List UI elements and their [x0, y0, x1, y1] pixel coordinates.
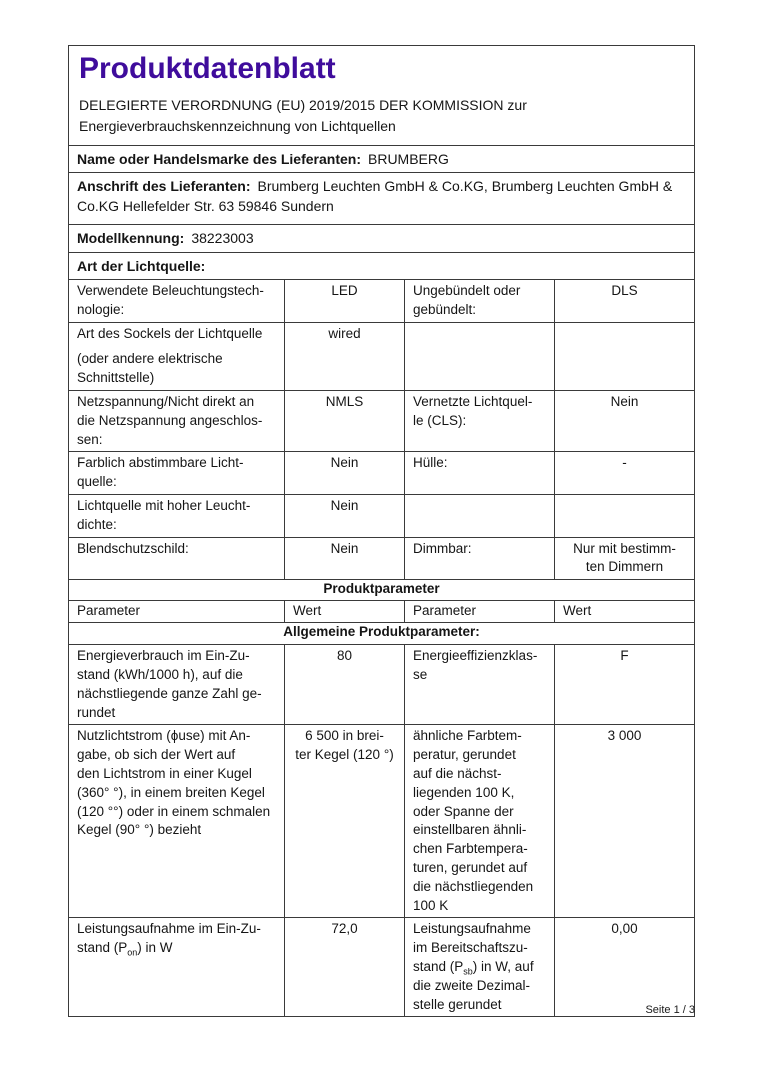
subscript-on: on	[127, 947, 138, 958]
spec-param-label: Netzspannung/Nicht direkt an die Netzspannung angeschlos- sen:	[77, 393, 263, 447]
spec-param-label: ähnliche Farbtem- peratur, gerundet auf die nächst- liegenden 100 K, oder Spanne der einstellbaren ähnli- chen Farbtempera- turen, gerundet auf die nächstliegenden 100 K	[404, 725, 554, 917]
standby-power-label-part3: die zweite Dezimal- stelle gerundet	[413, 977, 531, 1012]
spec-param-label	[404, 323, 554, 390]
spec-param-value	[554, 495, 694, 537]
spec-param-label: Hülle:	[404, 452, 554, 494]
spec-param-value: Nein	[284, 495, 404, 537]
spec-param-value: F	[554, 645, 694, 724]
light-source-section-label: Art der Lichtquelle:	[77, 258, 206, 274]
section-title-produktparameter: Produktparameter	[323, 581, 440, 597]
spec-param-label	[404, 918, 554, 1016]
light-source-section-row	[69, 252, 694, 279]
model-id-label: Modellkennung:	[77, 230, 185, 246]
spec-param-label: Vernetzte Lichtquel- le (CLS):	[404, 391, 554, 451]
spec-param-value: Nein	[554, 391, 694, 451]
datasheet-table	[68, 45, 695, 1017]
spec-param-value: 80	[284, 645, 404, 724]
spec-param-value: Nein	[284, 538, 404, 580]
page-number: Seite 1 / 3	[645, 1004, 695, 1016]
spec-param-value: Nein	[284, 452, 404, 494]
supplier-address-value: Brumberg Leuchten GmbH & Co.KG, Brumberg Leuchten GmbH & Co.KG Hellefelder Str. 63 59846 Sundern	[77, 178, 673, 214]
spec-param-value: 72,0	[284, 918, 404, 1016]
col-header-wert: Wert	[554, 601, 694, 622]
model-id-cell	[69, 225, 694, 252]
spec-param-label: Farblich abstimmbare Licht- quelle:	[77, 455, 244, 490]
spec-param-value: LED	[284, 280, 404, 322]
socket-type-label-line1: Art des Sockels der Lichtquelle	[77, 325, 263, 341]
model-id-row	[69, 224, 694, 252]
spec-row	[69, 390, 694, 451]
spec-param-value: Nur mit bestimm- ten Dimmern	[554, 538, 694, 580]
spec-param-value: 3 000	[554, 725, 694, 917]
col-header-parameter: Parameter	[77, 603, 141, 619]
spec-param-label: Nutzlichtstrom (ϕuse) mit An- gabe, ob sich der Wert auf den Lichtstrom in einer Kugel (360° °), in einem breiten Kegel (120 °°) oder in einem schmalen Kegel (90° °) bezieht	[77, 728, 271, 838]
supplier-name-label: Name oder Handelsmarke des Lieferanten:	[77, 151, 361, 167]
spec-row	[69, 724, 694, 917]
supplier-name-value: BRUMBERG	[368, 151, 449, 167]
spec-row	[69, 451, 694, 494]
socket-type-label-line2: (oder andere elektrische Schnittstelle)	[77, 351, 223, 386]
standby-power-label-part2: stand $(P_{sb})$ in W, auf	[413, 958, 534, 977]
spec-param-label: Ungebündelt oder gebündelt:	[404, 280, 554, 322]
spec-row	[69, 322, 694, 390]
power-on-label-line1: Leistungsaufnahme im Ein-Zu-	[77, 921, 261, 937]
spec-param-value: -	[554, 452, 694, 494]
columns-header-row	[69, 600, 694, 622]
spec-param-label: Dimmbar:	[404, 538, 554, 580]
spec-param-label: Verwendete Beleuchtungstech- nologie:	[77, 283, 264, 317]
col-header-wert: Wert	[284, 601, 404, 622]
page-title: Produktdatenblatt	[79, 52, 336, 85]
title-block-row	[69, 46, 694, 145]
supplier-address-cell	[69, 173, 694, 224]
title-block	[69, 46, 694, 145]
section-header-row	[69, 622, 694, 644]
spec-param-value: DLS	[554, 280, 694, 322]
spec-row	[69, 537, 694, 580]
spec-param-value: 6 500 in brei- ter Kegel (120 °)	[284, 725, 404, 917]
spec-row	[69, 917, 694, 1016]
spec-param-value: 0,00	[554, 918, 694, 1016]
spec-param-value	[554, 323, 694, 390]
power-on-label-line2: stand $(P_{on})$ in W	[77, 940, 173, 958]
spec-row	[69, 494, 694, 537]
section-title-allgemeine-produktparameter: Allgemeine Produktparameter:	[283, 624, 480, 640]
spec-param-label: Energieverbrauch im Ein-Zu- stand (kWh/1000 h), auf die nächstliegende ganze Zahl ge- rundet	[77, 648, 262, 720]
supplier-address-row	[69, 172, 694, 224]
supplier-address-label: Anschrift des Lieferanten:	[77, 178, 251, 194]
spec-row	[69, 644, 694, 724]
col-header-parameter: Parameter	[404, 601, 554, 622]
spec-param-label: Blendschutzschild:	[77, 540, 189, 556]
spec-param-value: NMLS	[284, 391, 404, 451]
section-header-row	[69, 579, 694, 600]
standby-power-label-part1: Leistungsaufnahme im Bereitschaftszu-	[413, 921, 531, 956]
regulation-subtitle: DELEGIERTE VERORDNUNG (EU) 2019/2015 DER KOMMISSION zur Energieverbrauchskennzeichnung von Lichtquellen	[79, 97, 527, 134]
supplier-name-row	[69, 145, 694, 172]
light-source-section-header	[69, 253, 694, 279]
supplier-name-cell	[69, 146, 694, 172]
spec-param-label: Lichtquelle mit hoher Leucht- dichte:	[77, 497, 251, 532]
spec-row	[69, 279, 694, 322]
spec-param-value: wired	[284, 323, 404, 390]
spec-param-label	[69, 323, 284, 390]
subscript-sb: sb	[463, 966, 473, 977]
spec-param-label: Energieeffizienzklas- se	[404, 645, 554, 724]
spec-param-label	[69, 918, 284, 1016]
model-id-value: 38223003	[191, 230, 254, 246]
spec-param-label	[404, 495, 554, 537]
